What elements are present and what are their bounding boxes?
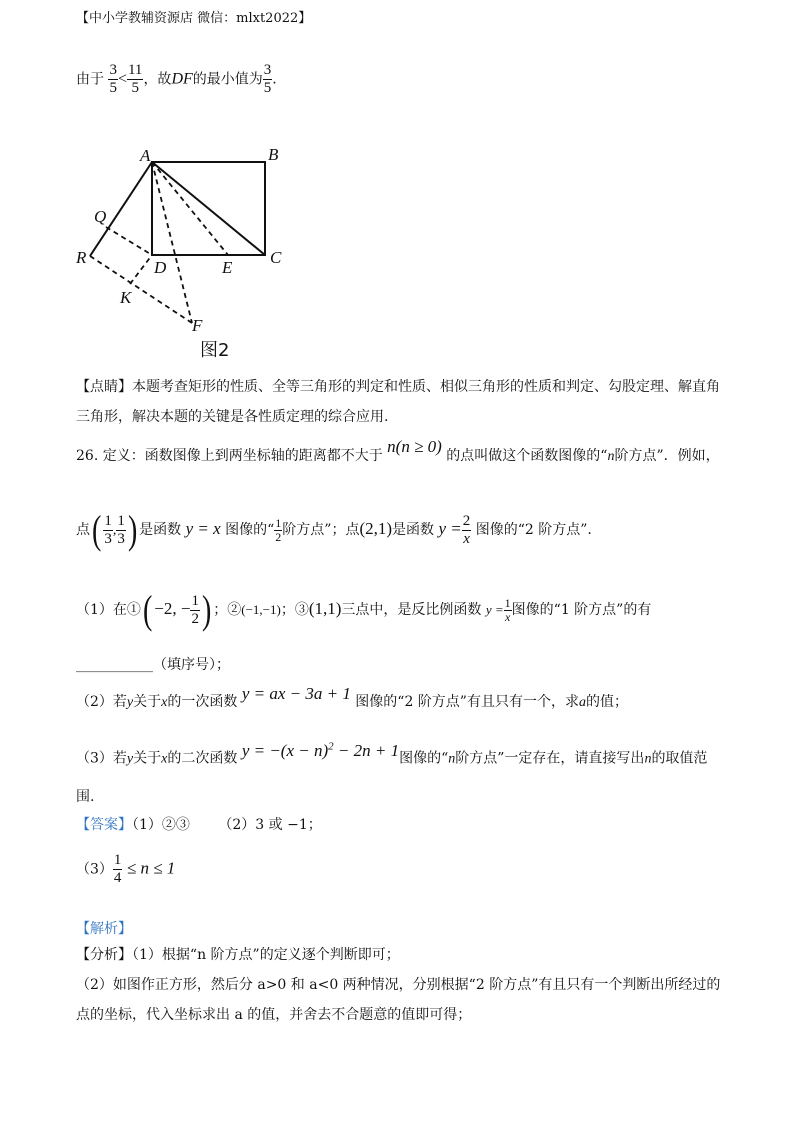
var-y-2: y <box>126 751 134 767</box>
fraction-11-5: $\frac{11}{5}$ <box>127 62 143 96</box>
point-2-1: (2,1) <box>359 519 393 538</box>
var-x: x <box>161 695 168 710</box>
part2-prefix: （2）若 <box>76 694 127 710</box>
part-1-line <box>76 587 652 632</box>
answer-part-3 <box>76 852 175 887</box>
text-dezhi: 的值； <box>585 694 628 710</box>
part-3-line <box>76 740 708 769</box>
text-jiefangdian: 阶方点”；点 <box>282 522 360 538</box>
def-condition: n(n ≥ 0) <box>387 437 442 456</box>
text-2-jiefangdian-2: 图像的“2 阶方点”有且只有一个，求 <box>355 694 579 710</box>
text-gu: ，故 <box>143 71 172 88</box>
label-k: K <box>120 288 132 307</box>
fraction-3-5: $\frac{3}{5}$ <box>109 62 117 96</box>
period: . <box>272 71 277 88</box>
answer-part-2: （2）3 或 −1； <box>218 817 322 833</box>
label-e: E <box>222 258 233 277</box>
conclusion-line <box>76 62 277 97</box>
text-2-jiefangdian: 图像的“2 阶方点”. <box>475 522 592 538</box>
text-3: ；③ <box>280 602 309 618</box>
segment-df: DF <box>171 70 193 88</box>
text-guanyu-2: 关于 <box>133 750 162 767</box>
fenxi-tag: 【分析】 <box>76 947 132 963</box>
text-shi-hanshu: 是函数 <box>139 522 182 538</box>
text-tuxiang-3: 图像的“ <box>399 750 449 767</box>
point-neg1-neg1: (−1,−1) <box>241 602 281 617</box>
point-1-coords: −2, − <box>154 599 191 618</box>
text-shi-hanshu-2: 是函数 <box>392 522 435 538</box>
text-qu-zhi: 的取值范 <box>651 750 708 767</box>
analysis-line-1 <box>76 946 400 964</box>
fraction-1-2: $\frac{1}{2}$ <box>275 515 282 544</box>
text-erci: 的二次函数 <box>167 750 238 767</box>
def-text-b: 的点叫做这个函数图像的“ <box>446 448 608 464</box>
var-y: y <box>126 695 134 710</box>
segment-qd <box>106 227 152 255</box>
fraction-3-5-b: $\frac{3}{5}$ <box>263 62 272 96</box>
def-text-a: 定义：函数图像上到两坐标轴的距离都不大于 <box>102 448 383 464</box>
fill-hint: （填序号）； <box>153 657 230 673</box>
var-x-2: x <box>161 751 168 767</box>
analysis-text-2: （2）如图作正方形，然后分 a>0 和 a<0 两种情况，分别根据“2 阶方点”有且只有一个判断出所经过的 <box>76 977 721 993</box>
text-2: ；② <box>213 602 242 618</box>
var-n: n <box>448 751 456 767</box>
segment-kd <box>130 255 152 284</box>
figure-caption: 图2 <box>200 340 230 361</box>
def-n: n <box>607 449 615 464</box>
comment-line-1 <box>76 378 720 396</box>
eq-y: y = <box>438 519 462 538</box>
paren-right-2: ) <box>201 587 212 632</box>
segment-ac <box>152 162 265 255</box>
part-3-cont: 围. <box>76 789 95 805</box>
answer-line <box>76 816 322 834</box>
label-f: F <box>192 316 203 335</box>
part3-prefix: （3）若 <box>76 750 127 767</box>
paren-left-2: ( <box>142 587 153 632</box>
comma: , <box>112 523 117 538</box>
eq-y-2: y = <box>485 602 504 617</box>
fraction-1-4: $\frac{1}{4}$ <box>113 852 122 886</box>
comment-tag: 【点睛】 <box>76 379 132 395</box>
comment-text-2: 三角形，解决本题的关键是各性质定理的综合应用. <box>76 409 389 425</box>
segment-rf <box>90 256 192 323</box>
q26-definition <box>76 437 720 466</box>
label-a: A <box>140 146 151 165</box>
eq-y-x: y = x <box>185 519 221 538</box>
answer-part-1: （1）②③ <box>132 817 190 833</box>
fraction-2-x: $\frac{2}{x}$ <box>462 512 471 547</box>
answer-blank[interactable]: ___________ <box>76 657 153 673</box>
text-min: 的最小值为 <box>192 71 263 88</box>
label-b: B <box>268 145 279 164</box>
geometry-figure <box>70 140 310 370</box>
var-a: a <box>578 695 586 710</box>
text-yiding: 阶方点”一定存在，请直接写出 <box>455 750 645 767</box>
eq-linear: y = ax − 3a + 1 <box>241 684 351 703</box>
fraction-1-2-b: $\frac{1}{2}$ <box>191 592 199 627</box>
text-1-jiefangdian: 图像的“1 阶方点”的有 <box>511 602 652 618</box>
comment-text-1: 本题考查矩形的性质、全等三角形的判定和性质、相似三角形的性质和判定、勾股定理、解直角 <box>132 379 720 395</box>
point-1-1: (1,1) <box>308 599 342 618</box>
question-number: 26. <box>76 448 99 464</box>
text-yici: 的一次函数 <box>167 694 238 710</box>
analysis-text-1: （1）根据“n 阶方点”的定义逐个判断即可； <box>132 947 400 963</box>
text-fanbili: 三点中，是反比例函数 <box>341 602 482 618</box>
def-text-c: 阶方点”．例如， <box>614 448 720 464</box>
answer-3-prefix: （3） <box>76 861 113 878</box>
fraction-1-x: $\frac{1}{x}$ <box>504 595 511 624</box>
eq-quadratic: $y = -(x - n)^2 - 2n + 1$ <box>241 740 400 760</box>
part-2-line <box>76 684 628 712</box>
label-c: C <box>270 248 282 267</box>
part1-prefix: （1）在① <box>76 602 141 618</box>
var-n-2: n <box>644 751 652 767</box>
fraction-1-3: $\frac{1}{3}$ <box>104 512 112 547</box>
answer-tag: 【答案】 <box>76 817 132 833</box>
label-d: D <box>154 258 167 277</box>
label-r: R <box>76 248 87 267</box>
answer-3-inequality: ≤ n ≤ 1 <box>126 858 176 878</box>
answer-blank-line <box>76 656 230 674</box>
label-q: Q <box>94 207 107 226</box>
header-watermark: 【中小学教辅资源店 微信：mlxt2022】 <box>76 11 312 26</box>
fraction-1-3-b: $\frac{1}{3}$ <box>117 512 125 547</box>
paren-right: ) <box>127 507 138 552</box>
paren-left: ( <box>91 507 102 552</box>
example-line <box>76 507 592 552</box>
text-youyu: 由于 <box>76 71 104 88</box>
text-guanyu: 关于 <box>133 694 162 710</box>
text-dian: 点 <box>76 522 90 538</box>
text-tuxiang: 图像的“ <box>225 522 275 538</box>
analysis-text-3: 点的坐标，代入坐标求出 a 的值，并舍去不合题意的值即可得； <box>76 1007 472 1023</box>
less-than: < <box>117 70 127 88</box>
analysis-tag: 【解析】 <box>76 921 132 937</box>
